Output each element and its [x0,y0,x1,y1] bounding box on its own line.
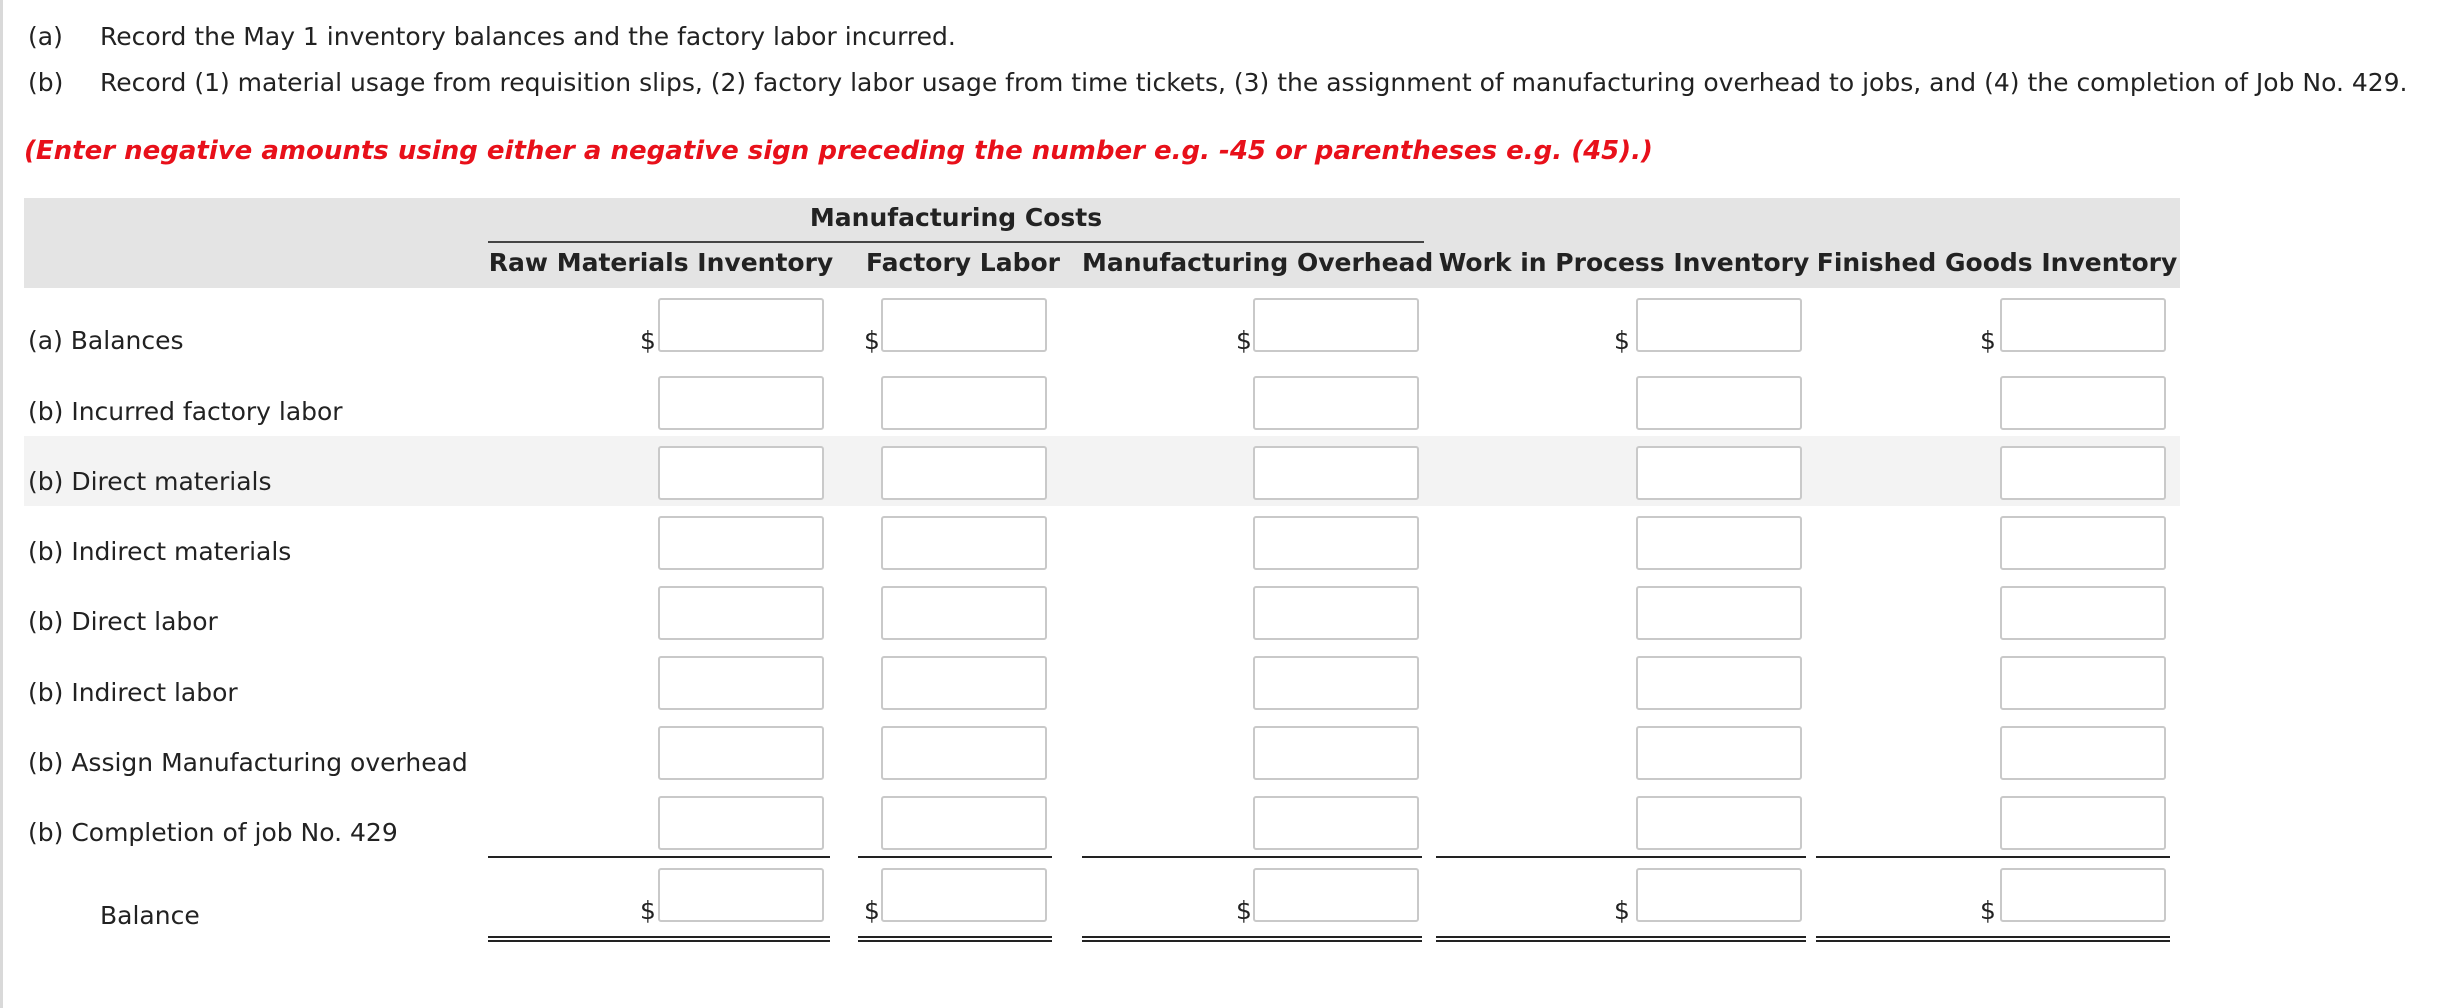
balance-manufacturing-overhead-input[interactable] [1253,868,1419,922]
indirect-labor-raw-materials-input[interactable] [658,656,824,710]
direct-materials-manufacturing-overhead-input[interactable] [1253,446,1419,500]
dollar-sign: $ [1980,896,1996,925]
row-label-balance: Balance [100,901,200,930]
dollar-sign: $ [640,326,656,355]
direct-labor-finished-goods-input[interactable] [2000,586,2166,640]
col-header-finished-goods: Finished Goods Inventory [1816,248,2178,277]
assign-overhead-finished-goods-input[interactable] [2000,726,2166,780]
manufacturing-costs-underline [488,241,1424,243]
completion-job-raw-materials-input[interactable] [658,796,824,850]
indirect-labor-finished-goods-input[interactable] [2000,656,2166,710]
col-header-raw-materials: Raw Materials Inventory [488,248,834,277]
balance-double-rule [1082,936,1422,942]
balance-work-in-process-input[interactable] [1636,868,1802,922]
direct-materials-factory-labor-input[interactable] [881,446,1047,500]
direct-materials-raw-materials-input[interactable] [658,446,824,500]
balance-factory-labor-input[interactable] [881,868,1047,922]
direct-labor-raw-materials-input[interactable] [658,586,824,640]
direct-materials-work-in-process-input[interactable] [1636,446,1802,500]
balances-finished-goods-input[interactable] [2000,298,2166,352]
indirect-materials-work-in-process-input[interactable] [1636,516,1802,570]
direct-labor-work-in-process-input[interactable] [1636,586,1802,640]
completion-job-work-in-process-input[interactable] [1636,796,1802,850]
row-label-indirect-materials: (b) Indirect materials [28,537,292,566]
direct-labor-factory-labor-input[interactable] [881,586,1047,640]
balance-raw-materials-input[interactable] [658,868,824,922]
instruction-b-letter: (b) [28,68,64,97]
balances-factory-labor-input[interactable] [881,298,1047,352]
indirect-labor-manufacturing-overhead-input[interactable] [1253,656,1419,710]
col-header-manufacturing-overhead: Manufacturing Overhead [1082,248,1434,277]
manufacturing-costs-header: Manufacturing Costs [809,203,1103,232]
negative-amounts-note: (Enter negative amounts using either a negative sign preceding the number e.g. -45 or parentheses e.g. (45).) [24,136,1653,166]
indirect-materials-raw-materials-input[interactable] [658,516,824,570]
dollar-sign: $ [864,326,880,355]
indirect-labor-work-in-process-input[interactable] [1636,656,1802,710]
indirect-labor-factory-labor-input[interactable] [881,656,1047,710]
indirect-materials-finished-goods-input[interactable] [2000,516,2166,570]
row-label-balances: (a) Balances [28,326,184,355]
row-label-completion-job-429: (b) Completion of job No. 429 [28,818,398,847]
dollar-sign: $ [864,896,880,925]
total-rule [1082,856,1422,858]
instruction-a [28,22,956,51]
incurred-labor-finished-goods-input[interactable] [2000,376,2166,430]
dollar-sign: $ [1614,326,1630,355]
incurred-labor-factory-labor-input[interactable] [881,376,1047,430]
instruction-a-letter: (a) [28,22,63,51]
balance-double-rule [858,936,1052,942]
total-rule [1816,856,2170,858]
total-rule [488,856,830,858]
direct-materials-finished-goods-input[interactable] [2000,446,2166,500]
row-label-direct-labor: (b) Direct labor [28,607,218,636]
direct-labor-manufacturing-overhead-input[interactable] [1253,586,1419,640]
balance-double-rule [1816,936,2170,942]
balance-double-rule [488,936,830,942]
row-label-incurred-factory-labor: (b) Incurred factory labor [28,397,343,426]
instruction-b [28,68,2408,97]
indirect-materials-manufacturing-overhead-input[interactable] [1253,516,1419,570]
assign-overhead-factory-labor-input[interactable] [881,726,1047,780]
assign-overhead-raw-materials-input[interactable] [658,726,824,780]
total-rule [858,856,1052,858]
incurred-labor-raw-materials-input[interactable] [658,376,824,430]
completion-job-factory-labor-input[interactable] [881,796,1047,850]
dollar-sign: $ [1614,896,1630,925]
assign-overhead-manufacturing-overhead-input[interactable] [1253,726,1419,780]
dollar-sign: $ [1236,896,1252,925]
row-label-direct-materials: (b) Direct materials [28,467,272,496]
balance-finished-goods-input[interactable] [2000,868,2166,922]
balance-double-rule [1436,936,1806,942]
page-left-border [0,0,3,1008]
balances-work-in-process-input[interactable] [1636,298,1802,352]
instruction-b-text: Record (1) material usage from requisition slips, (2) factory labor usage from time tickets, (3) the assignment of manufacturing overhead to jobs, and (4) the completion of Job No. 429. [100,68,2408,97]
total-rule [1436,856,1806,858]
col-header-work-in-process: Work in Process Inventory [1438,248,1810,277]
dollar-sign: $ [1980,326,1996,355]
assign-overhead-work-in-process-input[interactable] [1636,726,1802,780]
dollar-sign: $ [640,896,656,925]
row-label-assign-overhead: (b) Assign Manufacturing overhead [28,748,468,777]
incurred-labor-manufacturing-overhead-input[interactable] [1253,376,1419,430]
indirect-materials-factory-labor-input[interactable] [881,516,1047,570]
shaded-row-band [24,436,2180,506]
dollar-sign: $ [1236,326,1252,355]
balances-raw-materials-input[interactable] [658,298,824,352]
completion-job-finished-goods-input[interactable] [2000,796,2166,850]
instruction-a-text: Record the May 1 inventory balances and the factory labor incurred. [100,22,956,51]
completion-job-manufacturing-overhead-input[interactable] [1253,796,1419,850]
balances-manufacturing-overhead-input[interactable] [1253,298,1419,352]
incurred-labor-work-in-process-input[interactable] [1636,376,1802,430]
row-label-indirect-labor: (b) Indirect labor [28,678,238,707]
col-header-factory-labor: Factory Labor [866,248,1060,277]
